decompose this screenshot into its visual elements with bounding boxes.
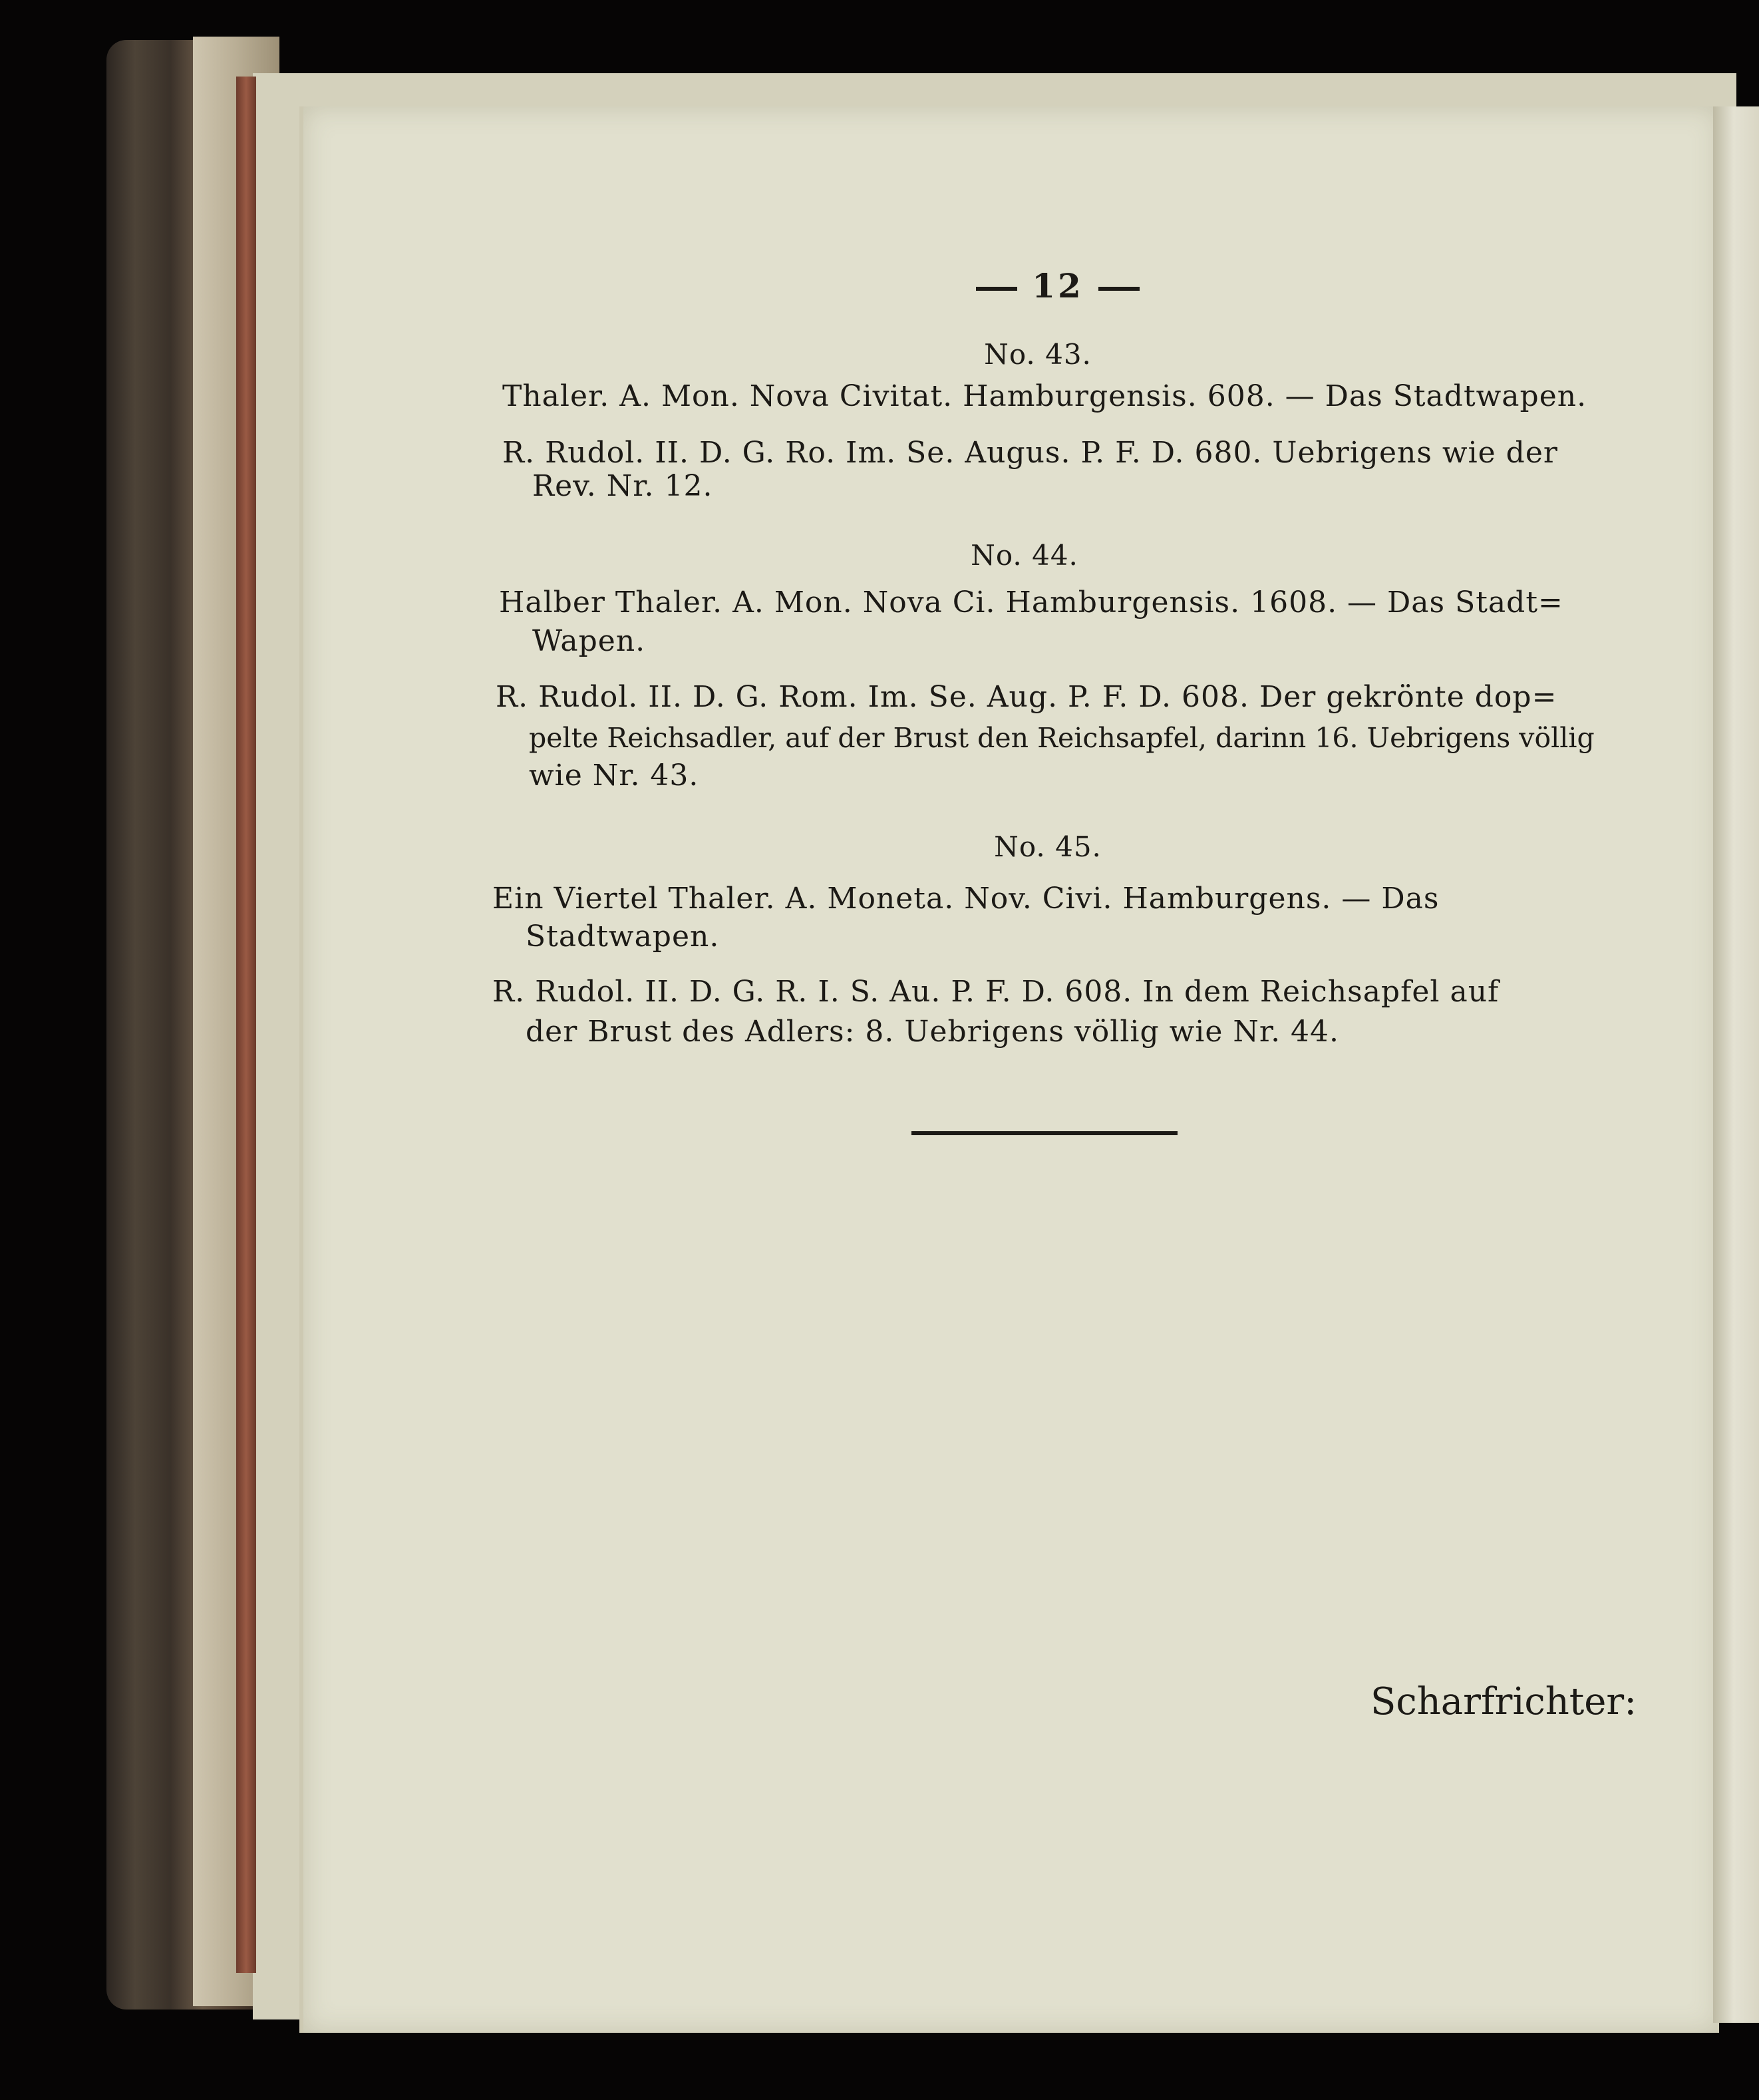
page-number <box>945 266 1171 305</box>
entry-line: R. Rudol. II. D. G. Rom. Im. Se. Aug. P. F. D. 608. Der gekrönte dop= <box>496 680 1557 714</box>
entry-line: Wapen. <box>532 624 646 658</box>
entry-line: R. Rudol. II. D. G. Ro. Im. Se. Augus. P. F. D. 680. Uebrigens wie der <box>502 436 1558 470</box>
entry-line: Ein Viertel Thaler. A. Moneta. Nov. Civi. Hamburgens. — Das <box>492 882 1440 916</box>
entry-line: R. Rudol. II. D. G. R. I. S. Au. P. F. D. 608. In dem Reichsapfel auf <box>492 975 1500 1009</box>
entry-line <box>502 379 1610 413</box>
catchword: Scharfrichter: <box>1370 1680 1637 1723</box>
entry-heading: No. 45. <box>994 830 1102 863</box>
entry-heading: No. 43. <box>984 338 1092 371</box>
entry-line: Stadtwapen. <box>526 920 720 954</box>
entry-line-text: Thaler. A. Mon. Nova Civitat. Hamburgensis. 608. — Das Stadtwapen. <box>502 379 1587 413</box>
section-divider <box>911 1131 1178 1135</box>
page-number-text: 12 <box>1032 266 1084 305</box>
page-number-dash-right <box>1098 287 1140 291</box>
page-number-dash-left <box>976 287 1017 291</box>
entry-line: Rev. Nr. 12. <box>532 469 713 503</box>
entry-line: wie Nr. 43. <box>529 759 699 792</box>
entry-line: Halber Thaler. A. Mon. Nova Ci. Hamburgensis. 1608. — Das Stadt= <box>499 586 1563 619</box>
entry-heading: No. 44. <box>971 539 1078 572</box>
entry-line: pelte Reichsadler, auf der Brust den Reichsapfel, darinn 16. Uebrigens völlig <box>529 722 1595 754</box>
entry-line: der Brust des Adlers: 8. Uebrigens völlig wie Nr. 44. <box>526 1015 1340 1049</box>
